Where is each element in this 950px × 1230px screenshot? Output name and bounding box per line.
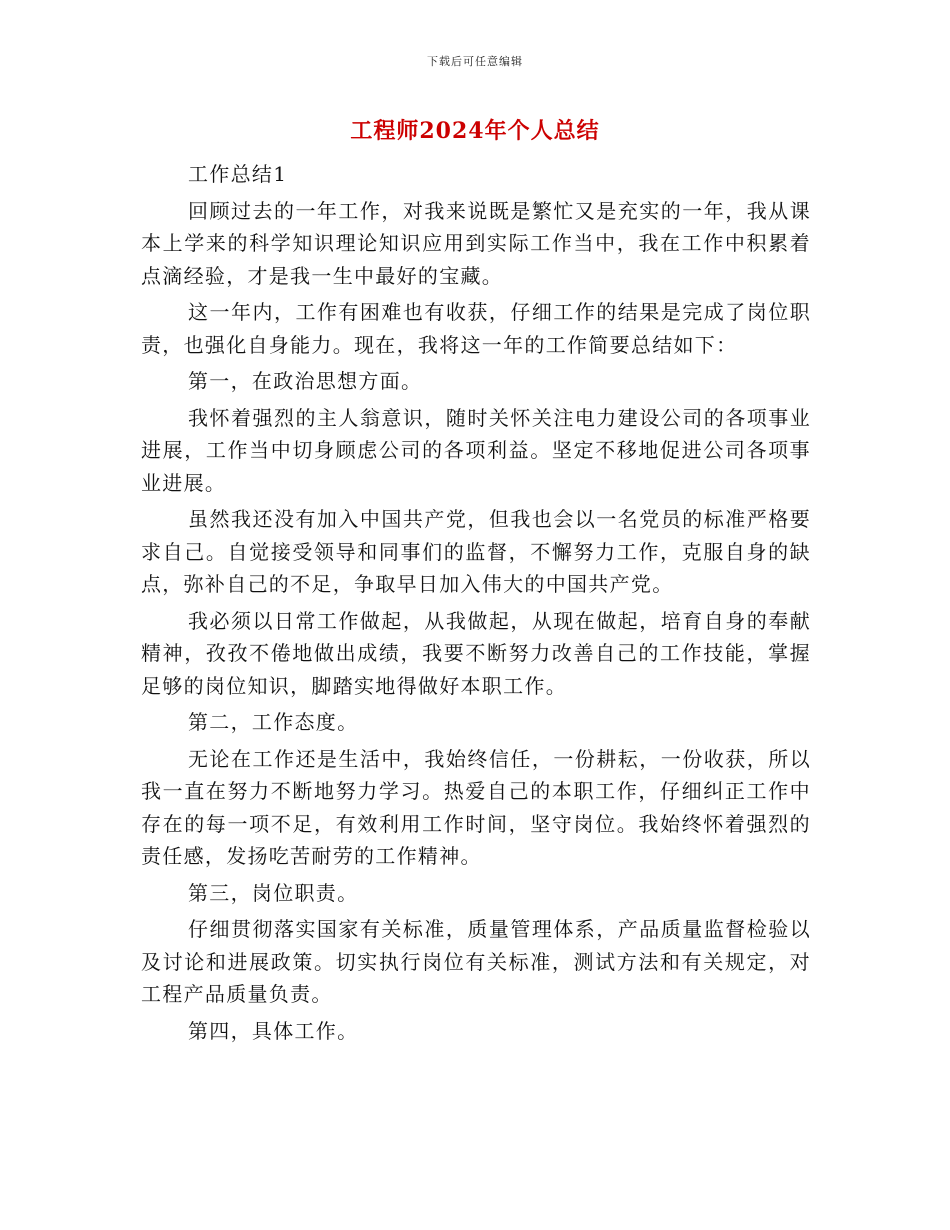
document-title: 工程师2024年个人总结 — [350, 118, 600, 144]
page-header-note: 下载后可任意编辑 — [427, 55, 523, 68]
section-heading-summary-1: 工作总结1 — [188, 162, 288, 186]
paragraph-dedication: 我必须以日常工作做起，从我做起，从现在做起，培育自身的奉献精神，孜孜不倦地做出成绩，我要不断努力改善自己的工作技能，掌握足够的岗位知识，脚踏实地得做好本职工作。 — [141, 608, 811, 698]
paragraph-attitude: 无论在工作还是生活中，我始终信任，一份耕耘，一份收获，所以我一直在努力不断地努力学习。热爱自己的本职工作，仔细纠正工作中存在的每一项不足，有效利用工作时间，坚守岗位。我始终怀着强烈的责任感，发扬吃苦耐劳的工作精神。 — [141, 746, 811, 868]
section-heading-duties: 第三，岗位职责。 — [188, 880, 359, 905]
paragraph-review: 回顾过去的一年工作，对我来说既是繁忙又是充实的一年，我从课本上学来的科学知识理论知识应用到实际工作当中，我在工作中积累着点滴经验，才是我一生中最好的宝藏。 — [141, 198, 811, 288]
section-heading-attitude: 第二，工作态度。 — [188, 710, 359, 734]
section-heading-specific-work: 第四，具体工作。 — [188, 1018, 359, 1043]
paragraph-ownership: 我怀着强烈的主人翁意识，随时关怀关注电力建设公司的各项事业进展，工作当中切身顾虑公司的各项利益。坚定不移地促进公司各项事业进展。 — [141, 405, 811, 495]
paragraph-overview: 这一年内，工作有困难也有收获，仔细工作的结果是完成了岗位职责，也强化自身能力。现在，我将这一年的工作简要总结如下： — [141, 300, 811, 357]
paragraph-duties: 仔细贯彻落实国家有关标准，质量管理体系，产品质量监督检验以及讨论和进展政策。切实执行岗位有关标准，测试方法和有关规定，对工程产品质量负责。 — [141, 917, 811, 1006]
document-body — [141, 158, 811, 1051]
section-heading-political: 第一，在政治思想方面。 — [188, 369, 423, 393]
paragraph-party: 虽然我还没有加入中国共产党，但我也会以一名党员的标准严格要求自己。自觉接受领导和同事们的监督，不懈努力工作，克服自身的缺点，弥补自己的不足，争取早日加入伟大的中国共产党。 — [141, 507, 811, 596]
